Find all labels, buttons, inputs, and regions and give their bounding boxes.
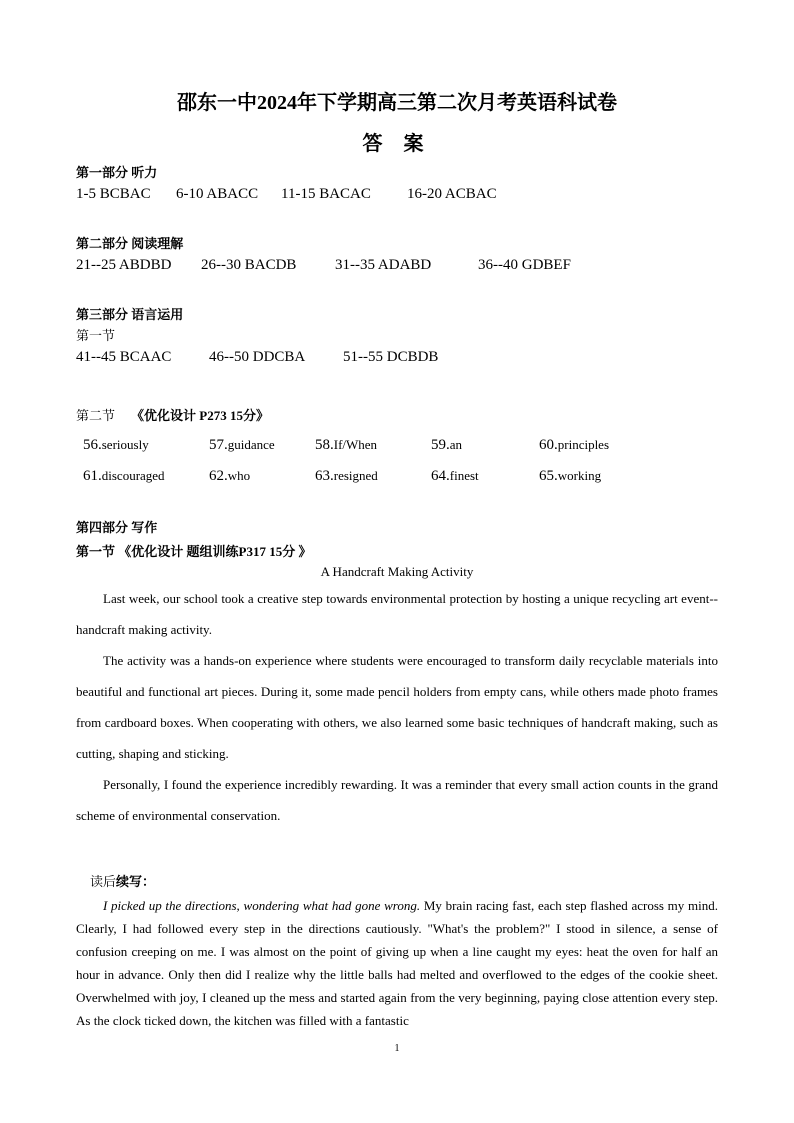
essay-paragraph: Personally, I found the experience incredibly rewarding. It was a reminder that every small action counts in the grand scheme of environmental conservation. bbox=[76, 777, 718, 823]
blank-answer: finest bbox=[449, 468, 479, 483]
essay-paragraph: The activity was a hands-on experience where students were encouraged to transform daily recyclable materials into beautiful and functional art pieces. During it, some made pencil holders from empty cans, while others made photo frames from cardboard boxes. When cooperating with others, we also learned some basic techniques of handcraft making, such as cutting, shaping and sticking. bbox=[76, 653, 718, 761]
blank-61 bbox=[83, 468, 165, 485]
part3-answer-3: 51--55 DCBDB bbox=[343, 349, 439, 365]
blank-number: 64. bbox=[431, 468, 450, 484]
part2-answer-3: 31--35 ADABD bbox=[335, 257, 432, 273]
blank-63 bbox=[315, 468, 378, 485]
blank-number: 63. bbox=[315, 468, 334, 484]
blank-number: 65. bbox=[539, 468, 558, 484]
blank-number: 59. bbox=[431, 437, 450, 453]
blank-number: 58. bbox=[315, 437, 334, 453]
part2-answer-1: 21--25 ABDBD bbox=[76, 257, 172, 273]
part1-answer-4: 16-20 ACBAC bbox=[407, 186, 497, 202]
part2-answer-2: 26--30 BACDB bbox=[201, 257, 297, 273]
page-title: 邵东一中2024年下学期高三第二次月考英语科试卷 bbox=[177, 92, 617, 114]
continuation-text: My brain racing fast, each step flashed across my mind. Clearly, I had followed every step in the directions cautiously. "What's the problem?" I stood in silence, a sense of confusion creeping on me. I was almost on the point of giving up when a line caught my eyes: heat the oven for half an hour in advance. Only then did I realize why the little balls had melted and overflowed to the edges of the cookie sheet. Overwhelmed with joy, I cleaned up the mess and started again from the very beginning, paying close attention every step. As the clock ticked down, the kitchen was filled with a fantastic bbox=[76, 898, 718, 1028]
part3-answer-1: 41--45 BCAAC bbox=[76, 349, 172, 365]
blank-56 bbox=[83, 437, 149, 454]
continuation-paragraph bbox=[76, 894, 718, 1032]
part2-heading: 第二部分 阅读理解 bbox=[76, 236, 184, 251]
part1-answer-3: 11-15 BACAC bbox=[281, 186, 371, 202]
continuation-opening: I picked up the directions, wondering what had gone wrong. bbox=[103, 898, 421, 913]
blank-59 bbox=[431, 437, 462, 454]
page-number: 1 bbox=[394, 1043, 400, 1054]
part1-heading: 第一部分 听力 bbox=[76, 165, 158, 180]
part3-sec2-ref: 《优化设计 P273 15分》 bbox=[131, 408, 269, 423]
essay-paragraph: Last week, our school took a creative step towards environmental protection by hosting a unique recycling art event--handcraft making activity. bbox=[76, 591, 718, 637]
part3-sec1-label: 第一节 bbox=[76, 328, 116, 343]
blank-answer: an bbox=[449, 437, 463, 452]
blank-number: 62. bbox=[209, 468, 228, 484]
part4-heading: 第四部分 写作 bbox=[76, 520, 158, 535]
blank-answer: resigned bbox=[333, 468, 378, 483]
blank-answer: principles bbox=[557, 437, 610, 452]
part3-sec2-label: 第二节 bbox=[76, 408, 116, 423]
blank-number: 57. bbox=[209, 437, 228, 453]
blank-60 bbox=[539, 437, 609, 454]
essay-title: A Handcraft Making Activity bbox=[320, 564, 474, 579]
essay-body bbox=[76, 583, 718, 831]
blank-number: 60. bbox=[539, 437, 558, 453]
page-subtitle: 答 案 bbox=[362, 133, 432, 155]
part1-answer-1: 1-5 BCBAC bbox=[76, 186, 151, 202]
part3-heading: 第三部分 语言运用 bbox=[76, 307, 184, 322]
part2-answer-4: 36--40 GDBEF bbox=[478, 257, 571, 273]
blank-number: 61. bbox=[83, 468, 102, 484]
blank-57 bbox=[209, 437, 275, 454]
blank-65 bbox=[539, 468, 601, 485]
part1-answer-2: 6-10 ABACC bbox=[176, 186, 259, 202]
blank-answer: guidance bbox=[227, 437, 275, 452]
blank-answer: If/When bbox=[333, 437, 378, 452]
continuation-body bbox=[76, 894, 718, 1032]
part3-answer-2: 46--50 DDCBA bbox=[209, 349, 306, 365]
blank-number: 56. bbox=[83, 437, 102, 453]
blank-answer: seriously bbox=[101, 437, 149, 452]
blank-58 bbox=[315, 437, 377, 454]
continuation-label-plain: 读后 bbox=[90, 874, 117, 889]
blank-64 bbox=[431, 468, 479, 485]
blank-answer: working bbox=[557, 468, 602, 483]
blank-answer: discouraged bbox=[101, 468, 165, 483]
continuation-label bbox=[90, 871, 155, 890]
part4-sec1: 第一节 《优化设计 题组训练P317 15分 》 bbox=[76, 544, 312, 559]
continuation-label-bold: 续写： bbox=[116, 874, 156, 889]
blank-answer: who bbox=[227, 468, 251, 483]
blank-62 bbox=[209, 468, 250, 485]
